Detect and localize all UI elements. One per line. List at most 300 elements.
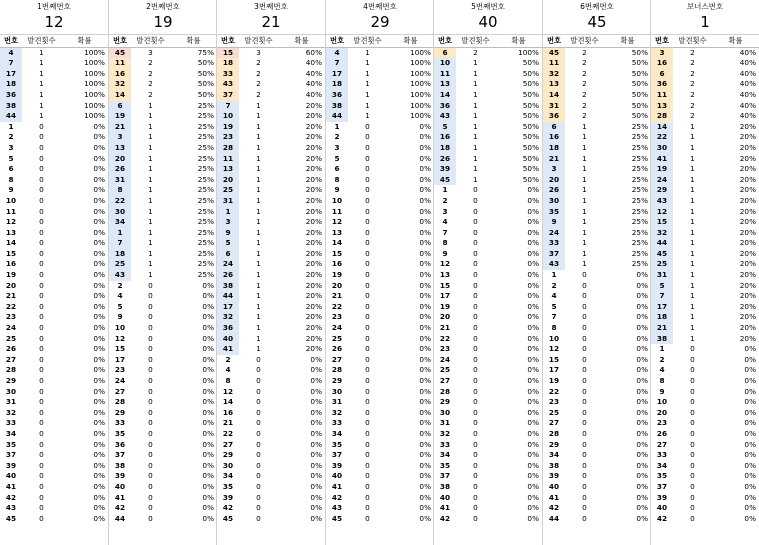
table-row[interactable]: [326, 270, 434, 281]
cell-number[interactable]: 36: [434, 101, 456, 112]
cell-found-count[interactable]: 0: [365, 333, 370, 343]
cell-found-count[interactable]: 1: [148, 164, 153, 174]
cell-found-count[interactable]: 0: [690, 354, 695, 364]
cell-number[interactable]: 9: [442, 248, 448, 258]
cell-found-count[interactable]: 1: [582, 259, 587, 269]
table-row[interactable]: [434, 122, 542, 133]
table-row[interactable]: [543, 249, 651, 260]
table-row[interactable]: [0, 291, 108, 302]
cell-number[interactable]: 25: [109, 259, 131, 270]
cell-found-count[interactable]: 1: [148, 217, 153, 227]
cell-number[interactable]: 44: [217, 291, 239, 302]
cell-found-count[interactable]: 0: [39, 142, 44, 152]
table-row[interactable]: [543, 376, 651, 387]
cell-found-count[interactable]: 0: [365, 513, 370, 523]
cell-number[interactable]: 11: [5, 206, 17, 216]
cell-probability[interactable]: 0%: [202, 291, 214, 301]
cell-probability[interactable]: 20%: [739, 323, 756, 333]
cell-probability[interactable]: 50%: [197, 58, 214, 68]
table-row[interactable]: [0, 101, 108, 112]
cell-number[interactable]: 20: [5, 280, 17, 290]
cell-probability[interactable]: 0%: [419, 354, 431, 364]
table-row[interactable]: [217, 365, 325, 376]
table-row[interactable]: [434, 259, 542, 270]
table-row[interactable]: [434, 344, 542, 355]
cell-number[interactable]: 37: [543, 249, 565, 260]
cell-found-count[interactable]: 0: [365, 153, 370, 163]
cell-number[interactable]: 41: [114, 492, 126, 502]
cell-number[interactable]: 40: [114, 481, 126, 491]
cell-found-count[interactable]: 0: [39, 248, 44, 258]
table-row[interactable]: [109, 207, 217, 218]
cell-found-count[interactable]: 2: [690, 89, 695, 99]
cell-number[interactable]: 19: [331, 270, 343, 280]
cell-number[interactable]: 33: [656, 450, 668, 460]
table-row[interactable]: [217, 175, 325, 186]
table-row[interactable]: [543, 493, 651, 504]
table-row[interactable]: [326, 482, 434, 493]
cell-probability[interactable]: 0%: [419, 185, 431, 195]
table-row[interactable]: [109, 228, 217, 239]
cell-probability[interactable]: 0%: [527, 301, 539, 311]
cell-probability[interactable]: 20%: [305, 259, 322, 269]
cell-probability[interactable]: 0%: [527, 238, 539, 248]
cell-probability[interactable]: 0%: [419, 439, 431, 449]
table-row[interactable]: [217, 302, 325, 313]
table-row[interactable]: [543, 196, 651, 207]
cell-found-count[interactable]: 1: [256, 344, 261, 354]
cell-number[interactable]: 7: [109, 238, 131, 249]
cell-probability[interactable]: 25%: [631, 174, 648, 184]
table-row[interactable]: [217, 334, 325, 345]
cell-number[interactable]: 30: [331, 386, 343, 396]
cell-probability[interactable]: 20%: [305, 142, 322, 152]
cell-probability[interactable]: 0%: [310, 354, 322, 364]
cell-found-count[interactable]: 0: [39, 301, 44, 311]
cell-found-count[interactable]: 1: [473, 142, 478, 152]
cell-number[interactable]: 23: [217, 132, 239, 143]
cell-probability[interactable]: 0%: [636, 513, 648, 523]
table-row[interactable]: [651, 259, 759, 270]
cell-probability[interactable]: 25%: [631, 238, 648, 248]
cell-probability[interactable]: 0%: [202, 280, 214, 290]
table-row[interactable]: [326, 69, 434, 80]
cell-probability[interactable]: 25%: [631, 121, 648, 131]
table-row[interactable]: [326, 291, 434, 302]
cell-number[interactable]: 25: [548, 407, 560, 417]
cell-probability[interactable]: 0%: [202, 376, 214, 385]
cell-number[interactable]: 45: [543, 48, 565, 59]
cell-probability[interactable]: 0%: [419, 238, 431, 248]
table-row[interactable]: [326, 185, 434, 196]
cell-probability[interactable]: 0%: [310, 397, 322, 407]
table-row[interactable]: [543, 323, 651, 334]
cell-probability[interactable]: 0%: [93, 397, 105, 407]
table-row[interactable]: [543, 48, 651, 59]
cell-probability[interactable]: 0%: [93, 195, 105, 205]
cell-number[interactable]: 20: [331, 280, 343, 290]
cell-number[interactable]: 15: [331, 248, 343, 258]
cell-number[interactable]: 11: [109, 58, 131, 69]
cell-number[interactable]: 33: [439, 439, 451, 449]
cell-found-count[interactable]: 0: [256, 418, 261, 428]
table-row[interactable]: [651, 79, 759, 90]
table-row[interactable]: [0, 514, 108, 525]
cell-number[interactable]: 15: [217, 48, 239, 59]
table-row[interactable]: [434, 440, 542, 451]
table-row[interactable]: [434, 58, 542, 69]
cell-probability[interactable]: 40%: [739, 58, 756, 68]
cell-probability[interactable]: 0%: [527, 376, 539, 385]
table-row[interactable]: [434, 291, 542, 302]
cell-probability[interactable]: 20%: [305, 238, 322, 248]
cell-found-count[interactable]: 0: [148, 439, 153, 449]
table-row[interactable]: [0, 418, 108, 429]
table-row[interactable]: [434, 312, 542, 323]
cell-found-count[interactable]: 0: [39, 471, 44, 481]
cell-number[interactable]: 18: [543, 143, 565, 154]
cell-found-count[interactable]: 0: [39, 312, 44, 322]
cell-probability[interactable]: 0%: [202, 365, 214, 375]
cell-number[interactable]: 13: [543, 79, 565, 90]
cell-probability[interactable]: 20%: [305, 111, 322, 121]
cell-found-count[interactable]: 0: [690, 428, 695, 438]
cell-probability[interactable]: 25%: [631, 195, 648, 205]
table-row[interactable]: [0, 207, 108, 218]
cell-found-count[interactable]: 2: [582, 100, 587, 110]
cell-probability[interactable]: 50%: [522, 164, 539, 174]
cell-probability[interactable]: 50%: [522, 153, 539, 163]
cell-number[interactable]: 24: [217, 259, 239, 270]
table-row[interactable]: [326, 344, 434, 355]
table-row[interactable]: [0, 228, 108, 239]
cell-number[interactable]: 11: [331, 206, 343, 216]
cell-probability[interactable]: 0%: [636, 428, 648, 438]
table-row[interactable]: [434, 397, 542, 408]
cell-found-count[interactable]: 0: [256, 407, 261, 417]
cell-found-count[interactable]: 2: [582, 47, 587, 57]
cell-probability[interactable]: 0%: [419, 312, 431, 322]
table-row[interactable]: [651, 365, 759, 376]
cell-found-count[interactable]: 0: [365, 217, 370, 227]
cell-probability[interactable]: 0%: [419, 270, 431, 280]
table-row[interactable]: [0, 493, 108, 504]
cell-found-count[interactable]: 1: [473, 100, 478, 110]
cell-found-count[interactable]: 0: [365, 481, 370, 491]
cell-probability[interactable]: 75%: [197, 47, 214, 57]
table-row[interactable]: [217, 164, 325, 175]
cell-number[interactable]: 12: [222, 386, 234, 396]
table-row[interactable]: [326, 471, 434, 482]
cell-probability[interactable]: 100%: [84, 58, 105, 68]
table-row[interactable]: [0, 397, 108, 408]
table-row[interactable]: [543, 482, 651, 493]
cell-probability[interactable]: 20%: [305, 217, 322, 227]
cell-number[interactable]: 26: [5, 344, 17, 354]
cell-probability[interactable]: 0%: [744, 365, 756, 375]
cell-found-count[interactable]: 1: [256, 206, 261, 216]
cell-probability[interactable]: 0%: [93, 142, 105, 152]
cell-probability[interactable]: 0%: [419, 407, 431, 417]
cell-found-count[interactable]: 1: [256, 280, 261, 290]
cell-number[interactable]: 4: [326, 48, 348, 59]
cell-number[interactable]: 43: [217, 79, 239, 90]
cell-found-count[interactable]: 0: [39, 439, 44, 449]
cell-number[interactable]: 44: [114, 513, 126, 523]
table-row[interactable]: [326, 79, 434, 90]
cell-probability[interactable]: 0%: [93, 153, 105, 163]
cell-found-count[interactable]: 0: [690, 481, 695, 491]
cell-number[interactable]: 24: [651, 175, 673, 186]
cell-number[interactable]: 39: [331, 460, 343, 470]
cell-found-count[interactable]: 1: [473, 121, 478, 131]
cell-probability[interactable]: 40%: [305, 68, 322, 78]
cell-probability[interactable]: 20%: [739, 185, 756, 195]
cell-probability[interactable]: 20%: [739, 121, 756, 131]
table-row[interactable]: [0, 270, 108, 281]
cell-probability[interactable]: 25%: [197, 206, 214, 216]
cell-number[interactable]: 18: [0, 79, 22, 90]
table-row[interactable]: [651, 387, 759, 398]
cell-found-count[interactable]: 0: [473, 227, 478, 237]
table-row[interactable]: [434, 132, 542, 143]
cell-probability[interactable]: 0%: [93, 481, 105, 491]
cell-found-count[interactable]: 0: [39, 503, 44, 513]
cell-found-count[interactable]: 0: [582, 280, 587, 290]
cell-found-count[interactable]: 0: [39, 492, 44, 502]
cell-found-count[interactable]: 0: [39, 344, 44, 354]
cell-found-count[interactable]: 0: [148, 344, 153, 354]
cell-number[interactable]: 43: [109, 270, 131, 281]
table-row[interactable]: [326, 355, 434, 366]
cell-found-count[interactable]: 1: [256, 238, 261, 248]
table-row[interactable]: [109, 429, 217, 440]
table-row[interactable]: [217, 482, 325, 493]
table-row[interactable]: [109, 270, 217, 281]
cell-number[interactable]: 7: [0, 58, 22, 69]
cell-number[interactable]: 29: [5, 376, 17, 385]
table-row[interactable]: [109, 249, 217, 260]
table-row[interactable]: [0, 90, 108, 101]
cell-number[interactable]: 43: [5, 503, 17, 513]
cell-number[interactable]: 2: [8, 132, 14, 142]
table-row[interactable]: [543, 270, 651, 281]
cell-number[interactable]: 1: [551, 270, 557, 280]
cell-probability[interactable]: 0%: [744, 471, 756, 481]
table-row[interactable]: [651, 503, 759, 514]
cell-found-count[interactable]: 1: [256, 142, 261, 152]
cell-probability[interactable]: 20%: [305, 132, 322, 142]
table-row[interactable]: [543, 514, 651, 525]
cell-probability[interactable]: 0%: [527, 195, 539, 205]
cell-probability[interactable]: 50%: [522, 100, 539, 110]
cell-probability[interactable]: 25%: [631, 227, 648, 237]
cell-found-count[interactable]: 1: [473, 111, 478, 121]
cell-found-count[interactable]: 1: [690, 132, 695, 142]
cell-found-count[interactable]: 0: [473, 407, 478, 417]
table-row[interactable]: [543, 344, 651, 355]
cell-number[interactable]: 32: [543, 69, 565, 80]
cell-probability[interactable]: 0%: [636, 460, 648, 470]
table-row[interactable]: [0, 429, 108, 440]
table-row[interactable]: [651, 450, 759, 461]
cell-probability[interactable]: 0%: [419, 227, 431, 237]
cell-found-count[interactable]: 0: [365, 407, 370, 417]
cell-found-count[interactable]: 0: [148, 333, 153, 343]
cell-number[interactable]: 15: [651, 217, 673, 228]
table-row[interactable]: [651, 461, 759, 472]
cell-probability[interactable]: 0%: [419, 386, 431, 396]
cell-probability[interactable]: 100%: [410, 111, 431, 121]
cell-number[interactable]: 3: [334, 142, 340, 152]
table-row[interactable]: [326, 429, 434, 440]
cell-probability[interactable]: 40%: [739, 47, 756, 57]
cell-number[interactable]: 33: [217, 69, 239, 80]
cell-probability[interactable]: 50%: [197, 79, 214, 89]
cell-probability[interactable]: 50%: [522, 174, 539, 184]
cell-probability[interactable]: 0%: [419, 418, 431, 428]
cell-probability[interactable]: 0%: [636, 450, 648, 460]
cell-probability[interactable]: 0%: [93, 185, 105, 195]
table-row[interactable]: [217, 69, 325, 80]
cell-probability[interactable]: 0%: [744, 481, 756, 491]
cell-found-count[interactable]: 1: [473, 79, 478, 89]
table-row[interactable]: [326, 111, 434, 122]
table-row[interactable]: [543, 365, 651, 376]
table-row[interactable]: [651, 429, 759, 440]
cell-found-count[interactable]: 0: [365, 365, 370, 375]
table-row[interactable]: [109, 132, 217, 143]
cell-found-count[interactable]: 0: [473, 471, 478, 481]
cell-number[interactable]: 19: [651, 164, 673, 175]
cell-found-count[interactable]: 1: [690, 121, 695, 131]
table-row[interactable]: [543, 281, 651, 292]
table-row[interactable]: [434, 48, 542, 59]
cell-found-count[interactable]: 0: [39, 323, 44, 333]
table-row[interactable]: [543, 185, 651, 196]
cell-found-count[interactable]: 0: [365, 376, 370, 385]
cell-found-count[interactable]: 0: [39, 153, 44, 163]
table-row[interactable]: [0, 217, 108, 228]
cell-number[interactable]: 36: [114, 439, 126, 449]
table-row[interactable]: [217, 238, 325, 249]
cell-probability[interactable]: 50%: [522, 121, 539, 131]
cell-probability[interactable]: 0%: [93, 344, 105, 354]
cell-number[interactable]: 3: [442, 206, 448, 216]
table-row[interactable]: [326, 58, 434, 69]
cell-found-count[interactable]: 1: [256, 132, 261, 142]
cell-number[interactable]: 42: [331, 492, 343, 502]
table-row[interactable]: [651, 185, 759, 196]
cell-number[interactable]: 27: [114, 386, 126, 396]
cell-found-count[interactable]: 1: [148, 206, 153, 216]
cell-found-count[interactable]: 1: [473, 174, 478, 184]
cell-probability[interactable]: 100%: [410, 58, 431, 68]
cell-probability[interactable]: 0%: [93, 428, 105, 438]
cell-probability[interactable]: 0%: [310, 471, 322, 481]
cell-probability[interactable]: 0%: [93, 407, 105, 417]
cell-number[interactable]: 18: [217, 58, 239, 69]
cell-found-count[interactable]: 0: [148, 291, 153, 301]
cell-probability[interactable]: 0%: [93, 460, 105, 470]
cell-probability[interactable]: 0%: [202, 428, 214, 438]
cell-found-count[interactable]: 0: [365, 323, 370, 333]
table-row[interactable]: [0, 175, 108, 186]
cell-probability[interactable]: 40%: [305, 58, 322, 68]
table-row[interactable]: [109, 397, 217, 408]
cell-number[interactable]: 1: [334, 121, 340, 131]
cell-found-count[interactable]: 0: [690, 492, 695, 502]
cell-found-count[interactable]: 0: [473, 270, 478, 280]
cell-found-count[interactable]: 1: [690, 301, 695, 311]
cell-found-count[interactable]: 0: [148, 312, 153, 322]
table-row[interactable]: [651, 90, 759, 101]
cell-probability[interactable]: 0%: [310, 439, 322, 449]
cell-found-count[interactable]: 2: [690, 68, 695, 78]
cell-probability[interactable]: 0%: [744, 376, 756, 385]
cell-number[interactable]: 37: [656, 481, 668, 491]
cell-number[interactable]: 2: [442, 195, 448, 205]
cell-probability[interactable]: 40%: [739, 68, 756, 78]
cell-probability[interactable]: 100%: [84, 89, 105, 99]
cell-number[interactable]: 39: [5, 460, 17, 470]
cell-number[interactable]: 31: [331, 397, 343, 407]
cell-probability[interactable]: 0%: [744, 428, 756, 438]
table-row[interactable]: [651, 493, 759, 504]
table-row[interactable]: [651, 344, 759, 355]
cell-found-count[interactable]: 1: [148, 227, 153, 237]
cell-found-count[interactable]: 0: [473, 397, 478, 407]
table-row[interactable]: [543, 101, 651, 112]
cell-found-count[interactable]: 0: [148, 471, 153, 481]
table-row[interactable]: [434, 270, 542, 281]
cell-probability[interactable]: 20%: [305, 291, 322, 301]
table-row[interactable]: [217, 503, 325, 514]
cell-probability[interactable]: 25%: [631, 164, 648, 174]
table-row[interactable]: [0, 164, 108, 175]
table-row[interactable]: [651, 143, 759, 154]
cell-number[interactable]: 40: [439, 492, 451, 502]
cell-number[interactable]: 17: [548, 365, 560, 375]
cell-number[interactable]: 4: [225, 365, 231, 375]
cell-probability[interactable]: 20%: [305, 248, 322, 258]
cell-found-count[interactable]: 2: [690, 58, 695, 68]
cell-number[interactable]: 32: [651, 228, 673, 239]
cell-probability[interactable]: 0%: [93, 333, 105, 343]
cell-number[interactable]: 26: [543, 185, 565, 196]
cell-number[interactable]: 7: [217, 101, 239, 112]
cell-probability[interactable]: 25%: [631, 142, 648, 152]
cell-number[interactable]: 34: [439, 450, 451, 460]
table-row[interactable]: [0, 365, 108, 376]
cell-probability[interactable]: 0%: [419, 280, 431, 290]
cell-probability[interactable]: 0%: [636, 439, 648, 449]
cell-number[interactable]: 22: [651, 132, 673, 143]
cell-found-count[interactable]: 0: [365, 270, 370, 280]
table-row[interactable]: [109, 312, 217, 323]
cell-probability[interactable]: 0%: [527, 259, 539, 269]
cell-number[interactable]: 22: [109, 196, 131, 207]
cell-found-count[interactable]: 0: [39, 333, 44, 343]
table-row[interactable]: [434, 461, 542, 472]
table-row[interactable]: [0, 450, 108, 461]
cell-found-count[interactable]: 0: [473, 492, 478, 502]
cell-probability[interactable]: 0%: [419, 248, 431, 258]
table-row[interactable]: [0, 323, 108, 334]
table-row[interactable]: [651, 175, 759, 186]
table-row[interactable]: [217, 281, 325, 292]
cell-number[interactable]: 41: [548, 492, 560, 502]
